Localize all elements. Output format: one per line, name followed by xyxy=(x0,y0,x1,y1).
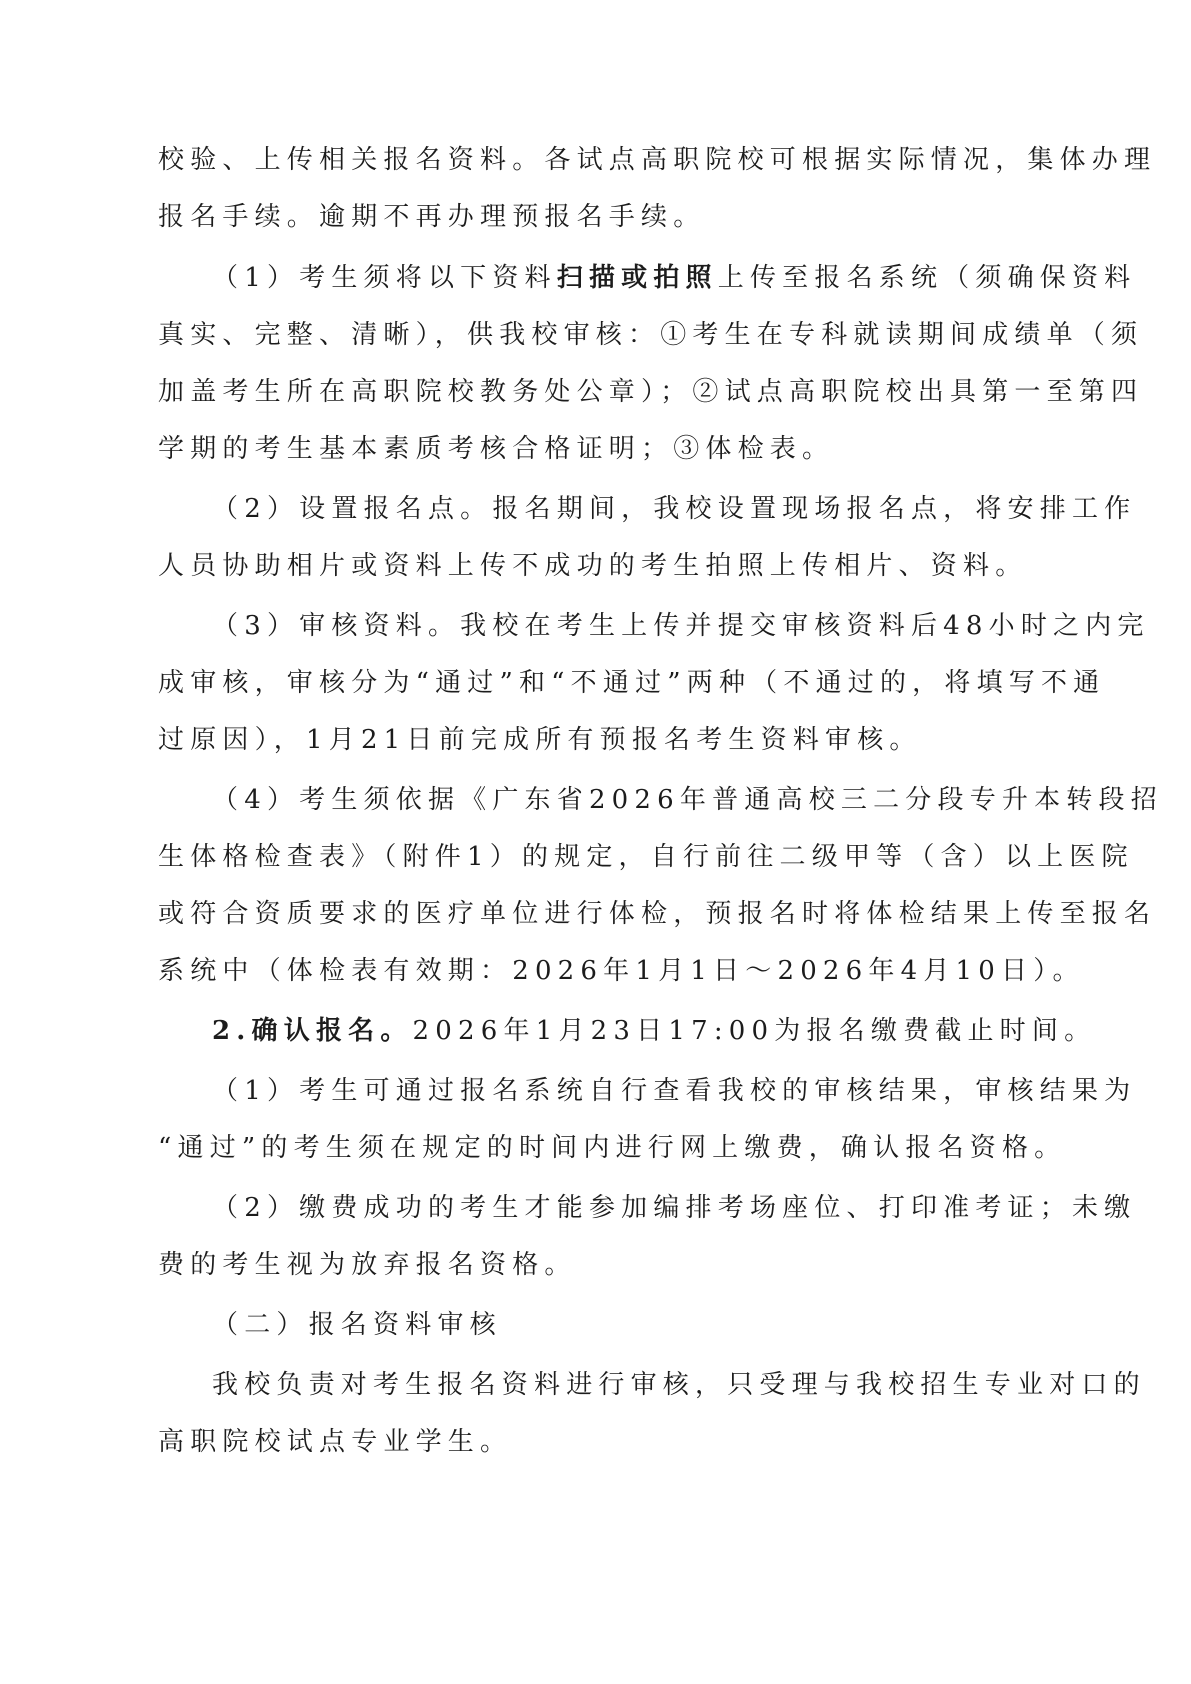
text-span: （2）缴费成功的考生才能参加编排考场座位、打印准考证；未缴 xyxy=(212,1193,1137,1223)
text-span: “通过”的考生须在规定的时间内进行网上缴费，确认报名资格。 xyxy=(158,1133,1067,1163)
text-span: 或符合资质要求的医疗单位进行体检，预报名时将体检结果上传至报名 xyxy=(158,899,1157,929)
text-line xyxy=(158,143,1157,177)
text-line xyxy=(158,897,1157,931)
text-line xyxy=(158,666,1106,700)
text-span: 真实、完整、清晰），供我校审核：①考生在专科就读期间成绩单（须 xyxy=(158,320,1144,350)
text-line xyxy=(212,1308,1092,1342)
text-line xyxy=(158,840,1134,874)
text-line xyxy=(212,1014,1097,1048)
text-line xyxy=(212,261,1137,295)
text-span: 2026年1月23日17:00为报名缴费截止时间。 xyxy=(412,1016,1097,1046)
text-line xyxy=(212,492,1137,526)
text-span: 我校负责对考生报名资料进行审核，只受理与我校招生专业对口的 xyxy=(212,1370,1146,1400)
text-span: （二）报名资料审核 xyxy=(212,1310,502,1340)
text-span: 生体格检查表》（附件1）的规定，自行前往二级甲等（含）以上医院 xyxy=(158,842,1134,872)
text-span: 过原因），1月21日前完成所有预报名考生资料审核。 xyxy=(158,725,922,755)
text-line xyxy=(158,432,1038,466)
text-span: 成审核，审核分为“通过”和“不通过”两种（不通过的，将填写不通 xyxy=(158,668,1106,698)
text-line xyxy=(158,1425,1038,1459)
text-line xyxy=(212,1074,1137,1108)
text-span: 加盖考生所在高职院校教务处公章）；②试点高职院校出具第一至第四 xyxy=(158,377,1144,407)
text-span: 报名手续。逾期不再办理预报名手续。 xyxy=(158,202,706,232)
text-line xyxy=(158,1131,1067,1165)
text-line xyxy=(158,723,1038,757)
bold-text-span: 扫描或拍照 xyxy=(556,263,718,293)
text-span: 校验、上传相关报名资料。各试点高职院校可根据实际情况，集体办理 xyxy=(158,145,1157,175)
text-line xyxy=(158,549,1038,583)
text-line xyxy=(158,1248,1038,1282)
bold-text-span: 2.确认报名。 xyxy=(212,1016,413,1046)
text-span: 上传至报名系统（须确保资料 xyxy=(717,263,1137,293)
text-span: 学期的考生基本素质考核合格证明；③体检表。 xyxy=(158,434,835,464)
text-line xyxy=(158,318,1144,352)
text-span: （2）设置报名点。报名期间，我校设置现场报名点，将安排工作 xyxy=(212,494,1137,524)
text-line xyxy=(158,954,1085,988)
text-line xyxy=(158,200,1038,234)
text-line xyxy=(212,609,1150,643)
text-span: 人员协助相片或资料上传不成功的考生拍照上传相片、资料。 xyxy=(158,551,1028,581)
text-span: （1）考生可通过报名系统自行查看我校的审核结果，审核结果为 xyxy=(212,1076,1137,1106)
text-line xyxy=(212,1191,1137,1225)
text-line xyxy=(158,375,1144,409)
text-span: （4）考生须依据《广东省2026年普通高校三二分段专升本转段招 xyxy=(212,785,1163,815)
text-span: （3）审核资料。我校在考生上传并提交审核资料后48小时之内完 xyxy=(212,611,1150,641)
text-span: 高职院校试点专业学生。 xyxy=(158,1427,513,1457)
text-span: 系统中（体检表有效期：2026年1月1日～2026年4月10日）。 xyxy=(158,956,1085,986)
text-span: 费的考生视为放弃报名资格。 xyxy=(158,1250,577,1280)
text-span: （1）考生须将以下资料 xyxy=(212,263,557,293)
text-line xyxy=(212,783,1163,817)
text-line xyxy=(212,1368,1146,1402)
